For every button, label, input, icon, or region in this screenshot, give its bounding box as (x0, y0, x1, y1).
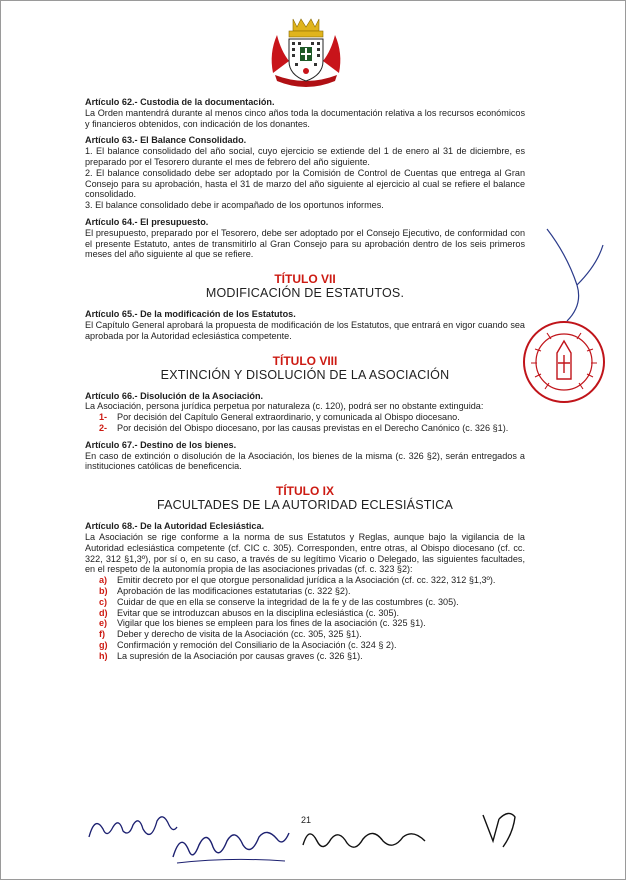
list-marker: 2- (99, 422, 108, 433)
list-marker: d) (99, 607, 108, 618)
titulo-ix-heading (85, 484, 525, 513)
list-item-text: Evitar que se introduzcan abusos en la disciplina eclesiástica (c. 305). (117, 607, 400, 618)
handwritten-initials (479, 807, 519, 851)
article-paragraph: 3. El balance consolidado debe ir acompañado de los oportunos informes. (85, 200, 384, 211)
handwritten-signature-3 (299, 819, 431, 859)
list-item (99, 423, 525, 434)
list-marker: f) (99, 629, 106, 640)
article-62 (85, 97, 525, 129)
article-heading: Artículo 62.- Custodia de la documentación. (85, 97, 275, 107)
article-heading: Artículo 66.- Disolución de la Asociación. (85, 390, 264, 401)
list-marker: 1- (99, 412, 108, 423)
list-item (99, 608, 525, 619)
list-item-text: Vigilar que los bienes se empleen para los fines de la asociación (c. 325 §1). (117, 618, 426, 629)
titulo-name: FACULTADES DE LA AUTORIDAD ECLESIÁSTICA (156, 498, 454, 513)
list-marker: b) (99, 585, 108, 596)
list-item-text: La supresión de la Asociación por causas graves (c. 326 §1). (117, 650, 363, 661)
list-item (99, 629, 525, 640)
article-paragraph: La Asociación, persona jurídica perpetua por naturaleza (c. 120), podrá ser no obstante extinguida: (85, 401, 484, 412)
list-item-text: Por decisión del Obispo diocesano, por las causas previstas en el Derecho Canónico (c. 326 §1). (117, 422, 509, 433)
article-heading: Artículo 63.- El Balance Consolidado. (85, 135, 247, 146)
list-item (99, 640, 525, 651)
list-item-text: Confirmación y remoción del Consiliario de la Asociación (c. 324 § 2). (117, 639, 397, 650)
list-item-text: Emitir decreto por el que otorgue personalidad jurídica a la Asociación (cf. cc. 322, 312 §1,3º). (117, 575, 496, 586)
list-marker: c) (99, 596, 108, 607)
titulo-name: MODIFICACIÓN DE ESTATUTOS. (205, 286, 405, 301)
article-64 (85, 217, 525, 260)
list-item-text: Cuidar de que en ella se conserve la integridad de la fe y de las costumbres (c. 305). (117, 596, 459, 607)
article-heading: Artículo 67.- Destino de los bienes. (85, 439, 237, 450)
article-67 (85, 440, 525, 472)
article-heading: Artículo 68.- De la Autoridad Eclesiástica. (85, 521, 265, 532)
pen-flourish (537, 225, 607, 325)
titulo-name: EXTINCIÓN Y DISOLUCIÓN DE LA ASOCIACIÓN (160, 367, 450, 382)
titulo-number: TÍTULO IX (276, 484, 334, 499)
list-item-text: Aprobación de las modificaciones estatutarias (c. 322 §2). (117, 585, 351, 596)
list-item (99, 651, 525, 662)
article-66 (85, 391, 525, 434)
article-paragraph: En caso de extinción o disolución de la Asociación, los bienes de la misma (c. 326 §2), serán entregados a instituciones católicas de beneficencia. (85, 450, 525, 472)
list-item-text: Deber y derecho de visita de la Asociación (cc. 305, 325 §1). (117, 629, 362, 640)
article-paragraph: El Capítulo General aprobará la propuesta de modificación de los Estatutos, que entrará en vigor cuando sea aprobada por la Autoridad eclesiástica competente. (85, 319, 525, 341)
coat-of-arms-crest (267, 13, 345, 93)
list-item (99, 586, 525, 597)
titulo-vii-heading (85, 272, 525, 301)
list-marker: h) (99, 650, 108, 661)
article-heading: Artículo 64.- El presupuesto. (85, 216, 209, 227)
list-marker: a) (99, 575, 108, 586)
list-item (99, 575, 525, 586)
list-marker: g) (99, 639, 108, 650)
article-paragraph: 1. El balance consolidado del año social, cuyo ejercicio se extiende del 1 de enero al 31 de diciembre, es preparado por el Tesorero durante el mes de febrero del año siguiente. (85, 146, 525, 167)
titulo-viii-heading (85, 354, 525, 383)
article-63 (85, 135, 525, 211)
document-body (85, 97, 525, 661)
page-number: 21 (301, 815, 312, 825)
list-item (99, 597, 525, 608)
list-marker: e) (99, 618, 108, 629)
article-65 (85, 309, 525, 341)
article-68 (85, 521, 525, 661)
titulo-number: TÍTULO VII (274, 272, 336, 287)
titulo-number: TÍTULO VIII (272, 353, 338, 368)
handwritten-signature-1 (85, 807, 181, 853)
article-paragraph: La Orden mantendrá durante al menos cinco años toda la documentación relativa a los recursos económicos y financieros obtenidos, con indicación de los donantes. (85, 107, 525, 129)
official-seal-stamp (521, 319, 607, 405)
numbered-list (85, 412, 525, 434)
lettered-list (85, 575, 525, 661)
handwritten-signature-2 (169, 817, 293, 869)
article-heading: Artículo 65.- De la modificación de los Estatutos. (85, 309, 296, 320)
list-item (99, 412, 525, 423)
article-paragraph: La Asociación se rige conforme a la norma de sus Estatutos y Reglas, aunque bajo la vigilancia de la Autoridad eclesiástica competente (cf. CIC c. 305). Corresponden, entre otras, al Obispo diocesano (cf. cc. 322, 312 §1,3º), por sí o, en su caso, a través de su legítimo Vicario o Delegado, las siguientes facultades, en el respeto de la autonomía propia de las asociaciones privadas (cf. c. 323 §2): (85, 531, 525, 575)
list-item (99, 618, 525, 629)
list-item-text: Por decisión del Capítulo General extraordinario, y comunicada al Obispo diocesano. (117, 412, 460, 423)
article-paragraph: 2. El balance consolidado debe ser adoptado por la Comisión de Control de Cuentas que entrega al Gran Consejo para su aprobación, hasta el 31 de marzo del año siguiente al ejercicio al cual se refiere el balance consolidado. (85, 167, 525, 200)
article-paragraph: El presupuesto, preparado por el Tesorero, debe ser adoptado por el Consejo Ejecutivo, de conformidad con el presente Estatuto, antes de transmitirlo al Gran Consejo para su aprobación dentro de los seis primeros meses del año siguiente al que se refiere. (85, 227, 525, 260)
